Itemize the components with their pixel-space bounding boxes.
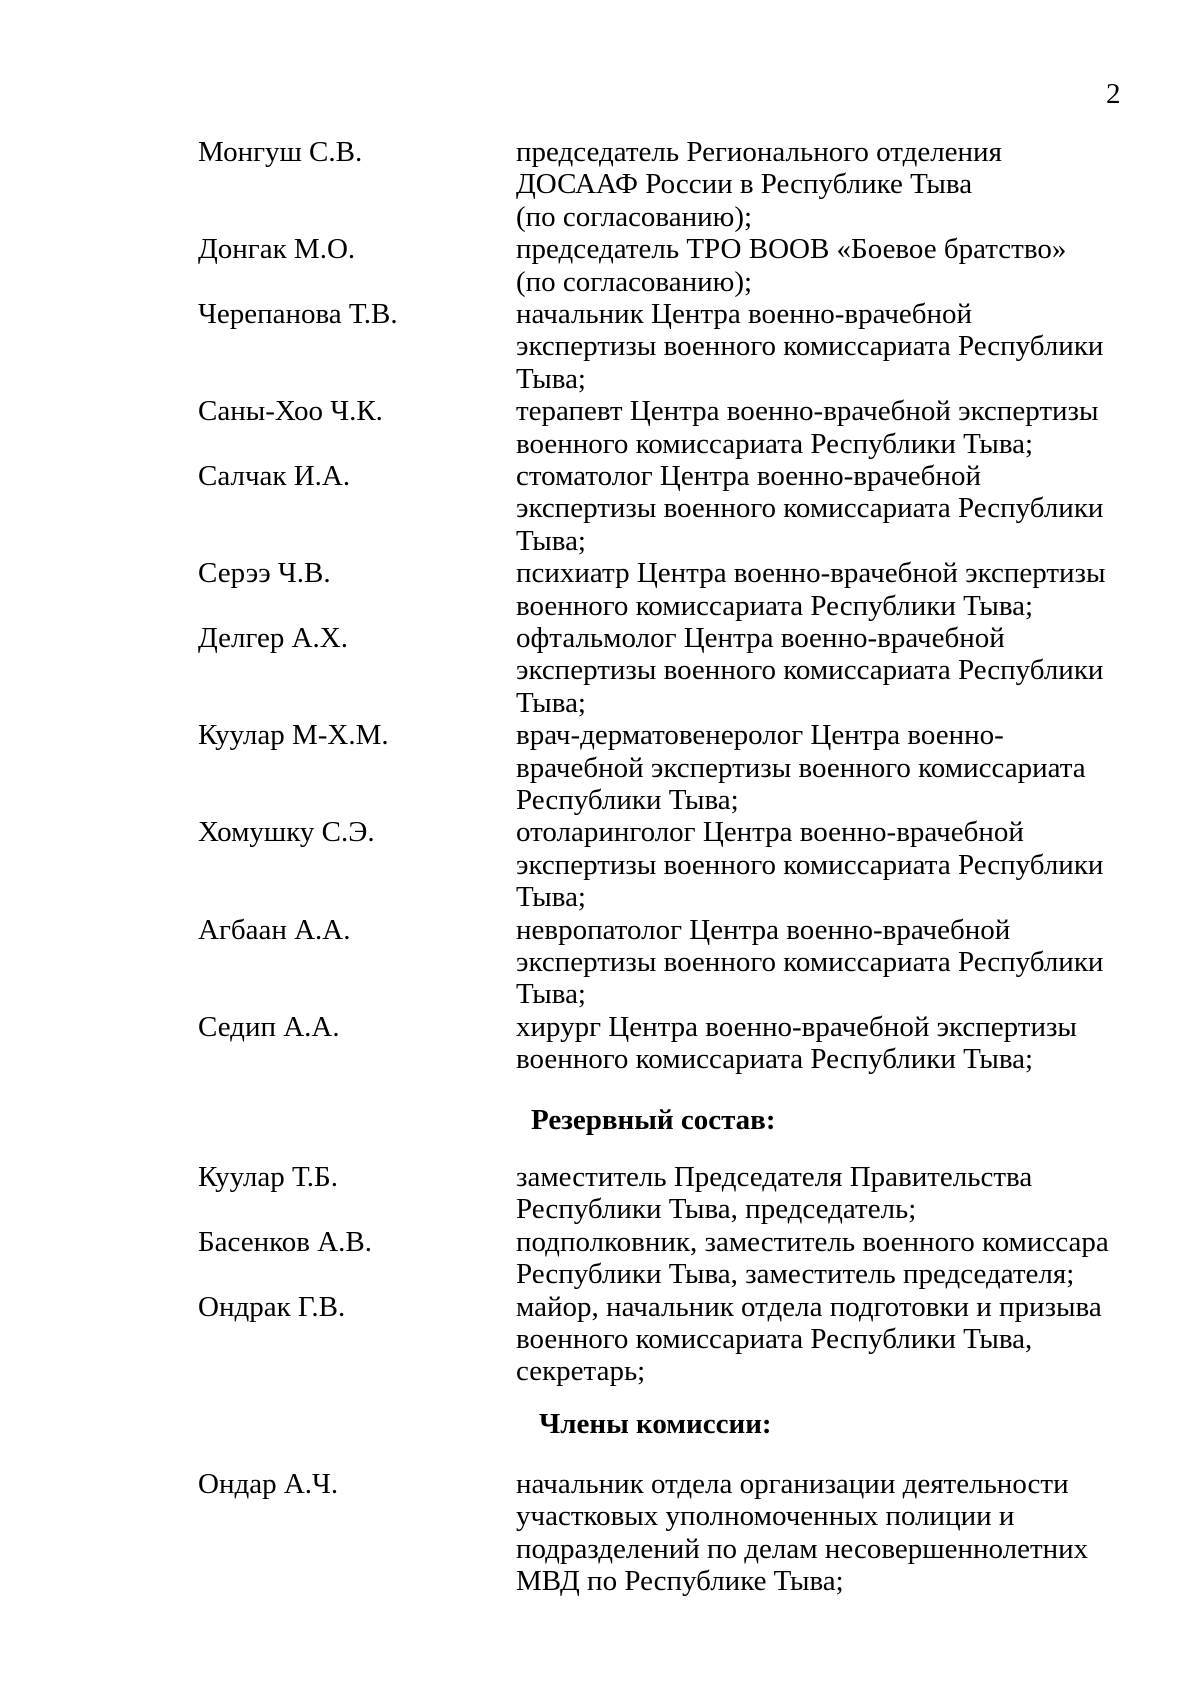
member-name: Басенков А.В. [198, 1225, 372, 1258]
member-position-line: начальник Центра военно-врачебной [516, 298, 973, 330]
member-position-line: врачебной экспертизы военного комиссариата [516, 751, 1086, 784]
member-position-line: экспертизы военного комиссариата Республики [516, 492, 1104, 525]
member-position-line: психиатр Центра военно-врачебной экспертизы [516, 557, 1106, 590]
member-name: Монгуш С.В. [198, 136, 363, 168]
member-position-line: военного комиссариата Республики Тыва, [516, 1322, 1033, 1355]
member-position-line: невропатолог Центра военно-врачебной [516, 913, 1011, 946]
member-name: Агбаан А.А. [198, 913, 351, 946]
member-position-line: Тыва; [516, 362, 586, 395]
member-position-line: врач-дерматовенеролог Центра военно- [516, 719, 1004, 752]
member-entry [0, 914, 1200, 1011]
member-entry [0, 1291, 1200, 1388]
member-entry [0, 557, 1200, 622]
member-name: Куулар М-Х.М. [198, 719, 389, 752]
member-position-line: военного комиссариата Республики Тыва; [516, 589, 1034, 622]
member-entry [0, 233, 1200, 298]
member-position-line: стоматолог Центра военно-врачебной [516, 460, 981, 492]
member-name: Седип А.А. [198, 1010, 340, 1043]
member-position-line: хирург Центра военно-врачебной экспертизы [516, 1010, 1077, 1043]
member-name: Куулар Т.Б. [198, 1161, 338, 1193]
member-position-line: Тыва; [516, 524, 586, 557]
member-position-line: экспертизы военного комиссариата Республики [516, 654, 1104, 687]
member-position-line: МВД по Республике Тыва; [516, 1565, 844, 1598]
member-position-line: военного комиссариата Республики Тыва; [516, 427, 1034, 460]
member-position-line: заместитель Председателя Правительства [516, 1161, 1033, 1193]
member-entry [0, 460, 1200, 557]
member-position-line: терапевт Центра военно-врачебной экспертизы [516, 395, 1099, 428]
member-entry [0, 395, 1200, 460]
member-entry [0, 136, 1200, 233]
member-entry [0, 1011, 1200, 1076]
member-position-line: подполковник, заместитель военного комиссара [516, 1225, 1109, 1258]
member-position-line: секретарь; [516, 1355, 646, 1388]
member-entry [0, 816, 1200, 913]
member-name: Саны-Хоо Ч.К. [198, 395, 383, 428]
member-entry [0, 719, 1200, 816]
member-name: Черепанова Т.В. [198, 298, 398, 330]
member-name: Делгер А.Х. [198, 622, 348, 654]
member-position-line: отоларинголог Центра военно-врачебной [516, 816, 1024, 849]
member-position-line: Тыва; [516, 686, 586, 719]
member-position-line: Республики Тыва, заместитель председателя; [516, 1258, 1075, 1291]
member-position-line: подразделений по делам несовершеннолетних [516, 1532, 1089, 1565]
member-position-line: офтальмолог Центра военно-врачебной [516, 622, 1005, 654]
member-position-line: экспертизы военного комиссариата Республики [516, 945, 1104, 978]
member-position-line: Республики Тыва, председатель; [516, 1193, 917, 1226]
member-name: Хомушку С.Э. [198, 816, 375, 849]
commission-heading: Члены комиссии: [539, 1408, 772, 1440]
member-name: Ондрак Г.В. [198, 1290, 346, 1323]
member-position-line: (по согласованию); [516, 200, 753, 233]
member-position-line: Республики Тыва; [516, 783, 739, 816]
member-position-line: Тыва; [516, 978, 586, 1011]
member-position-line: военного комиссариата Республики Тыва; [516, 1043, 1034, 1076]
member-name: Салчак И.А. [198, 460, 351, 492]
member-position-line: начальник отдела организации деятельности [516, 1468, 1069, 1500]
member-position-line: (по согласованию); [516, 265, 753, 298]
member-position-line: экспертизы военного комиссариата Республики [516, 848, 1104, 881]
member-position-line: Тыва; [516, 881, 586, 914]
member-entry [0, 1161, 1200, 1226]
member-entry [0, 622, 1200, 719]
member-position-line: председатель ТРО ВООВ «Боевое братство» [516, 233, 1067, 266]
page-number: 2 [1106, 78, 1121, 110]
member-entry [0, 298, 1200, 395]
member-position-line: участковых уполномоченных полиции и [516, 1500, 1015, 1533]
member-position-line: председатель Регионального отделения [516, 136, 1002, 168]
member-position-line: экспертизы военного комиссариата Республики [516, 330, 1104, 363]
member-position-line: майор, начальник отдела подготовки и призыва [516, 1290, 1102, 1323]
reserve-heading: Резервный состав: [531, 1104, 776, 1136]
member-name: Донгак М.О. [198, 233, 356, 266]
member-position-line: ДОСААФ России в Республике Тыва [516, 168, 973, 201]
member-entry [0, 1468, 1200, 1598]
member-name: Серээ Ч.В. [198, 557, 331, 590]
member-entry [0, 1226, 1200, 1291]
member-name: Ондар А.Ч. [198, 1468, 339, 1500]
